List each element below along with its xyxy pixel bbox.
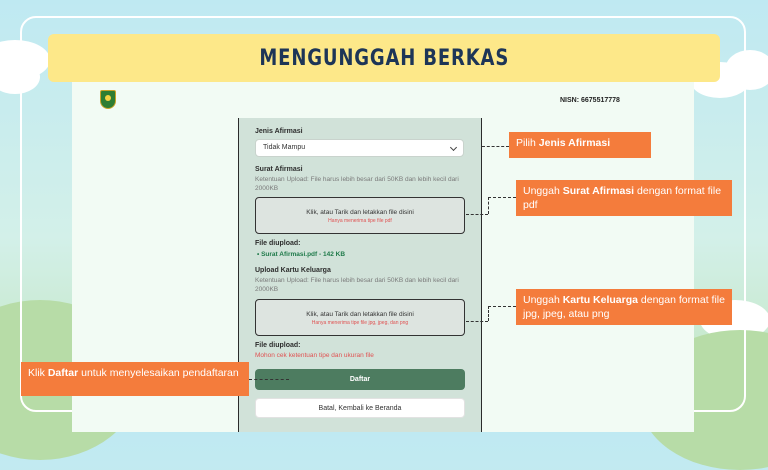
jenis-afirmasi-select[interactable] bbox=[255, 139, 464, 157]
surat-afirmasi-help: Ketentuan Upload: File harus lebih besar dari 50KB dan lebih kecil dari 2000KB bbox=[255, 176, 459, 192]
jenis-afirmasi-value: Tidak Mampu bbox=[263, 144, 306, 151]
dropzone-hint: Hanya menerima tipe file jpg, jpeg, dan png bbox=[311, 320, 409, 326]
chevron-down-icon bbox=[450, 144, 457, 151]
nisn-label: NISN: 6675517778 bbox=[560, 97, 620, 104]
surat-afirmasi-label: Surat Afirmasi bbox=[255, 166, 303, 173]
kartu-keluarga-label: Upload Kartu Keluarga bbox=[255, 267, 331, 274]
callout-kartu-keluarga: Unggah Kartu Keluarga dengan format file jpg, jpeg, atau png bbox=[516, 289, 732, 325]
title-banner bbox=[48, 34, 720, 82]
connector-line bbox=[488, 306, 489, 321]
connector-line bbox=[466, 214, 488, 215]
connector-line bbox=[249, 379, 289, 380]
upload-error-message: Mohon cek ketentuan tipe dan ukuran file bbox=[255, 352, 374, 359]
jenis-afirmasi-label: Jenis Afirmasi bbox=[255, 128, 303, 135]
dropzone-text: Klik, atau Tarik dan letakkan file disini bbox=[306, 311, 414, 318]
connector-line bbox=[488, 197, 516, 198]
callout-surat-afirmasi: Unggah Surat Afirmasi dengan format file pdf bbox=[516, 180, 732, 216]
kk-uploaded-label: File diupload: bbox=[255, 342, 301, 349]
connector-line bbox=[466, 321, 488, 322]
callout-daftar: Klik Daftar untuk menyelesaikan pendaftaran bbox=[21, 362, 249, 396]
callout-jenis-afirmasi: Pilih Jenis Afirmasi bbox=[509, 132, 651, 158]
cancel-button[interactable]: Batal, Kembali ke Beranda bbox=[255, 398, 465, 418]
dropzone-text: Klik, atau Tarik dan letakkan file disini bbox=[306, 209, 414, 216]
kartu-keluarga-dropzone[interactable] bbox=[255, 299, 465, 336]
daftar-button[interactable]: Daftar bbox=[255, 369, 465, 390]
kartu-keluarga-help: Ketentuan Upload: File harus lebih besar dari 50KB dan lebih kecil dari 2000KB bbox=[255, 277, 459, 293]
connector-line bbox=[482, 146, 509, 147]
uploaded-file-item: • Surat Afirmasi.pdf - 142 KB bbox=[257, 251, 346, 258]
uploaded-file-name: Surat Afirmasi.pdf - 142 KB bbox=[261, 251, 346, 258]
dropzone-hint: Hanya menerima tipe file pdf bbox=[328, 218, 392, 224]
surat-uploaded-label: File diupload: bbox=[255, 240, 301, 247]
connector-line bbox=[488, 197, 489, 214]
logo-emblem-icon bbox=[100, 90, 116, 109]
surat-afirmasi-dropzone[interactable] bbox=[255, 197, 465, 234]
connector-line bbox=[488, 306, 516, 307]
slide-title: MENGUNGGAH BERKAS bbox=[259, 45, 509, 71]
